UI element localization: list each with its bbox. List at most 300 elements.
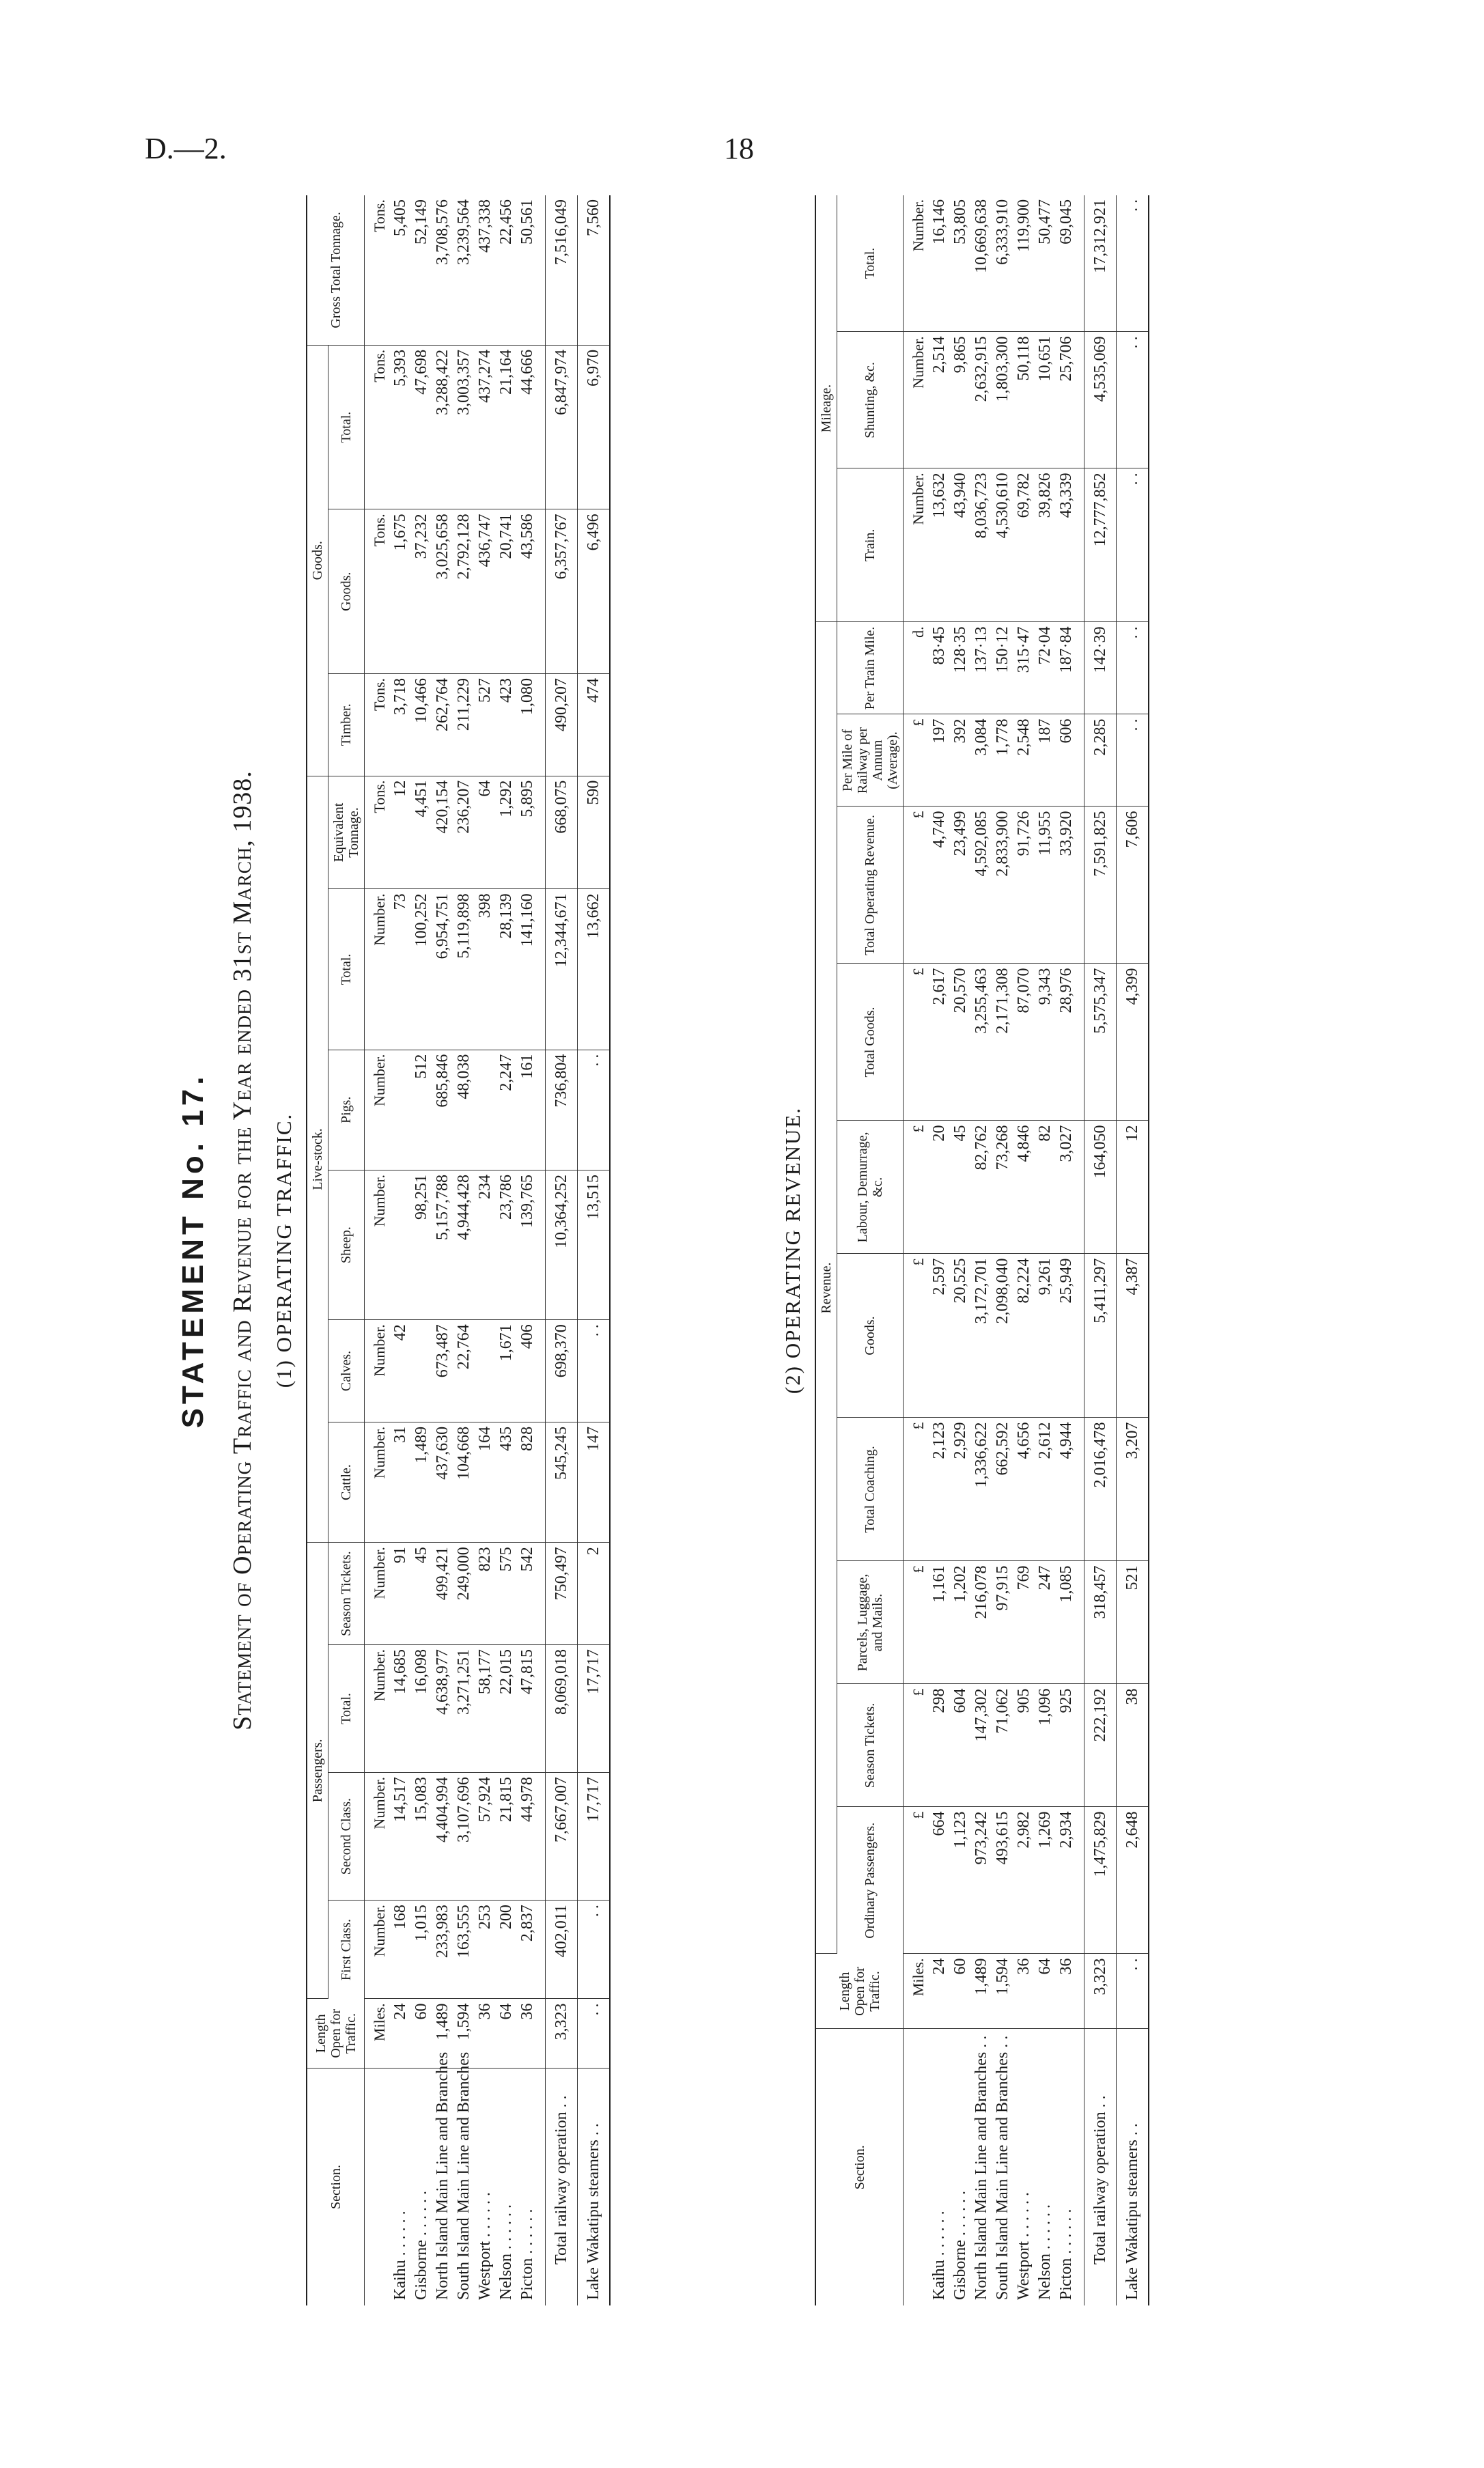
value-cell: 10,651 xyxy=(1035,332,1056,468)
value-cell: 905 xyxy=(1013,1684,1035,1807)
value-cell: 512 xyxy=(411,1050,432,1170)
col-cattle: Cattle. xyxy=(328,1422,365,1542)
value-cell: 60 xyxy=(950,1954,971,2029)
value-cell: 91 xyxy=(390,1543,411,1645)
value-cell: 247 xyxy=(1035,1561,1056,1684)
value-cell: 17,717 xyxy=(578,1644,611,1772)
table-row xyxy=(971,195,992,2305)
value-cell: 233,983 xyxy=(432,1901,453,1999)
value-cell: 435 xyxy=(496,1422,517,1542)
value-cell: 4,592,085 xyxy=(971,807,992,964)
section-cell: Kaihu . . . . . . xyxy=(391,2211,409,2300)
value-cell: 7,516,049 xyxy=(546,195,578,345)
value-cell: 7,606 xyxy=(1117,807,1149,964)
col-pigs: Pigs. xyxy=(328,1050,365,1170)
value-cell: . . xyxy=(1117,622,1149,714)
value-cell: 31 xyxy=(390,1422,411,1542)
unit-cell: Number. xyxy=(365,1901,391,1999)
value-cell: 234 xyxy=(475,1170,496,1320)
col-sheep: Sheep. xyxy=(328,1170,365,1320)
statement-title: STATEMENT No. 17. xyxy=(176,1072,210,1429)
value-cell: 16,146 xyxy=(929,195,950,332)
total-row xyxy=(1084,195,1117,2305)
value-cell: 2,612 xyxy=(1035,1418,1056,1561)
section-cell: Nelson . . . . . . xyxy=(1036,2204,1054,2300)
col-length: Length Open for Traffic. xyxy=(307,1999,365,2069)
value-cell: 2,171,308 xyxy=(992,964,1013,1121)
value-cell: 2,597 xyxy=(929,1254,950,1418)
value-cell: 22,456 xyxy=(496,195,517,345)
section-cell: South Island Main Line and Branches . . xyxy=(994,2035,1011,2300)
value-cell: 211,229 xyxy=(453,673,475,776)
value-cell: 147,302 xyxy=(971,1684,992,1807)
value-cell: 2,837 xyxy=(517,1901,546,1999)
unit-cell: £ xyxy=(904,714,929,807)
section-cell: Westport . . . . . . xyxy=(1015,2191,1033,2300)
value-cell: 2,929 xyxy=(950,1418,971,1561)
value-cell: 437,338 xyxy=(475,195,496,345)
rev-col-season: Season Tickets. xyxy=(837,1684,904,1807)
value-cell: 10,669,638 xyxy=(971,195,992,332)
value-cell: 83·45 xyxy=(929,622,950,714)
value-cell xyxy=(411,1320,432,1422)
value-cell: 9,865 xyxy=(950,332,971,468)
value-cell: 25,706 xyxy=(1056,332,1084,468)
value-cell: 36 xyxy=(1013,1954,1035,2029)
section-cell: Total railway operation . . xyxy=(1084,2029,1117,2305)
value-cell: 71,062 xyxy=(992,1684,1013,1807)
value-cell: 187·84 xyxy=(1056,622,1084,714)
value-cell: 36 xyxy=(517,1999,546,2069)
rotated-page-content xyxy=(142,195,1371,2305)
value-cell: 50,477 xyxy=(1035,195,1056,332)
unit-cell: Number. xyxy=(904,332,929,468)
value-cell: 23,499 xyxy=(950,807,971,964)
unit-cell: Tons. xyxy=(365,673,391,776)
value-cell: 64 xyxy=(496,1999,517,2069)
value-cell: 6,954,751 xyxy=(432,889,453,1050)
value-cell: . . xyxy=(1117,1954,1149,2029)
value-cell: 168 xyxy=(390,1901,411,1999)
value-cell: 39,826 xyxy=(1035,468,1056,622)
value-cell: 1,269 xyxy=(1035,1807,1056,1954)
value-cell: 2,514 xyxy=(929,332,950,468)
rev-col-coaching: Total Coaching. xyxy=(837,1418,904,1561)
section-cell: Gisborne . . . . . . xyxy=(412,2191,430,2300)
value-cell: 2,648 xyxy=(1117,1807,1149,1954)
value-cell: 25,949 xyxy=(1056,1254,1084,1418)
value-cell: 253 xyxy=(475,1901,496,1999)
value-cell: 673,487 xyxy=(432,1320,453,1422)
col-goods: Goods. xyxy=(328,509,365,674)
value-cell: 664 xyxy=(929,1807,950,1954)
value-cell: 47,698 xyxy=(411,345,432,509)
value-cell: 200 xyxy=(496,1901,517,1999)
col-calves: Calves. xyxy=(328,1320,365,1422)
value-cell: 60 xyxy=(411,1999,432,2069)
units-row xyxy=(365,195,391,2305)
value-cell: 4,530,610 xyxy=(992,468,1013,622)
value-cell: 4,846 xyxy=(1013,1121,1035,1254)
value-cell: 43,339 xyxy=(1056,468,1084,622)
value-cell: 216,078 xyxy=(971,1561,992,1684)
value-cell: 12,777,852 xyxy=(1084,468,1117,622)
unit-cell: Number. xyxy=(365,1422,391,1542)
revenue-body xyxy=(904,195,1149,2305)
unit-cell: Number. xyxy=(365,1644,391,1772)
unit-cell: £ xyxy=(904,964,929,1121)
value-cell: 222,192 xyxy=(1084,1684,1117,1807)
value-cell: 141,160 xyxy=(517,889,546,1050)
table-row xyxy=(992,195,1013,2305)
section-cell: Gisborne . . . . . . xyxy=(951,2191,969,2300)
value-cell: 1,080 xyxy=(517,673,546,776)
revenue-section-title: (2) OPERATING REVENUE. xyxy=(781,1106,804,1394)
value-cell: 750,497 xyxy=(546,1543,578,1645)
value-cell: 20,570 xyxy=(950,964,971,1121)
value-cell: 2,123 xyxy=(929,1418,950,1561)
value-cell: 119,900 xyxy=(1013,195,1035,332)
total-row xyxy=(546,195,578,2305)
value-cell: . . xyxy=(1117,468,1149,622)
value-cell: 17,717 xyxy=(578,1773,611,1901)
value-cell: 4,387 xyxy=(1117,1254,1149,1418)
rev-col-section: Section. xyxy=(815,2029,904,2305)
value-cell: 3,207 xyxy=(1117,1418,1149,1561)
value-cell: 2,285 xyxy=(1084,714,1117,807)
value-cell: 2,098,040 xyxy=(992,1254,1013,1418)
value-cell: 5,405 xyxy=(390,195,411,345)
value-cell xyxy=(390,1050,411,1170)
unit-cell: Number. xyxy=(365,1543,391,1645)
group-mileage: Mileage. xyxy=(815,195,837,622)
value-cell: 82,762 xyxy=(971,1121,992,1254)
value-cell: 164 xyxy=(475,1422,496,1542)
value-cell: 420,154 xyxy=(432,776,453,889)
rev-col-shunting: Shunting, &c. xyxy=(837,332,904,468)
value-cell: 87,070 xyxy=(1013,964,1035,1121)
value-cell: 2,632,915 xyxy=(971,332,992,468)
value-cell: 64 xyxy=(1035,1954,1056,2029)
value-cell: 21,815 xyxy=(496,1773,517,1901)
value-cell: 1,475,829 xyxy=(1084,1807,1117,1954)
value-cell: 36 xyxy=(475,1999,496,2069)
table-row xyxy=(496,195,517,2305)
value-cell: 2,247 xyxy=(496,1050,517,1170)
col-pass-total: Total. xyxy=(328,1644,365,1772)
value-cell: 925 xyxy=(1056,1684,1084,1807)
value-cell: 3,025,658 xyxy=(432,509,453,674)
group-passengers: Passengers. xyxy=(307,1543,328,1999)
value-cell: 575 xyxy=(496,1543,517,1645)
value-cell: 82 xyxy=(1035,1121,1056,1254)
table-row xyxy=(1013,195,1035,2305)
value-cell: 7,560 xyxy=(578,195,611,345)
value-cell: 43,586 xyxy=(517,509,546,674)
value-cell: 139,765 xyxy=(517,1170,546,1320)
value-cell: 52,149 xyxy=(411,195,432,345)
unit-cell: £ xyxy=(904,1561,929,1684)
traffic-section-title: (1) OPERATING TRAFFIC. xyxy=(272,1112,296,1388)
value-cell: 736,804 xyxy=(546,1050,578,1170)
value-cell: 2,833,900 xyxy=(992,807,1013,964)
value-cell: 298 xyxy=(929,1684,950,1807)
unit-cell: £ xyxy=(904,807,929,964)
value-cell: 3,172,701 xyxy=(971,1254,992,1418)
value-cell: 9,343 xyxy=(1035,964,1056,1121)
lake-wakatipu-row xyxy=(578,195,611,2305)
value-cell: 828 xyxy=(517,1422,546,1542)
value-cell: 5,575,347 xyxy=(1084,964,1117,1121)
col-timber: Timber. xyxy=(328,673,365,776)
value-cell: 1,161 xyxy=(929,1561,950,1684)
value-cell: 3,107,696 xyxy=(453,1773,475,1901)
value-cell: 24 xyxy=(390,1999,411,2069)
value-cell: 685,846 xyxy=(432,1050,453,1170)
value-cell: 72·04 xyxy=(1035,622,1056,714)
value-cell: 1,202 xyxy=(950,1561,971,1684)
value-cell: 1,803,300 xyxy=(992,332,1013,468)
rev-col-total-goods: Total Goods. xyxy=(837,964,904,1121)
value-cell: 4,740 xyxy=(929,807,950,964)
value-cell: 16,098 xyxy=(411,1644,432,1772)
table-row xyxy=(475,195,496,2305)
value-cell: 402,011 xyxy=(546,1901,578,1999)
value-cell: 249,000 xyxy=(453,1543,475,1645)
value-cell: 163,555 xyxy=(453,1901,475,1999)
value-cell: 1,671 xyxy=(496,1320,517,1422)
col-first-class: First Class. xyxy=(328,1901,365,1999)
units-row xyxy=(904,195,929,2305)
value-cell: 236,207 xyxy=(453,776,475,889)
col-season: Season Tickets. xyxy=(328,1543,365,1645)
value-cell: 3,239,564 xyxy=(453,195,475,345)
unit-cell: Tons. xyxy=(365,509,391,674)
section-cell: Kaihu . . . . . . xyxy=(930,2211,948,2300)
value-cell: 499,421 xyxy=(432,1543,453,1645)
group-revenue: Revenue. xyxy=(815,622,837,1954)
value-cell: 197 xyxy=(929,714,950,807)
value-cell: 73,268 xyxy=(992,1121,1013,1254)
value-cell: . . xyxy=(578,1050,611,1170)
value-cell: 3,288,422 xyxy=(432,345,453,509)
value-cell: 8,036,723 xyxy=(971,468,992,622)
value-cell: 4,638,977 xyxy=(432,1644,453,1772)
table-row xyxy=(390,195,411,2305)
value-cell: 437,630 xyxy=(432,1422,453,1542)
value-cell: 38 xyxy=(1117,1684,1149,1807)
value-cell: 42 xyxy=(390,1320,411,1422)
value-cell: 104,668 xyxy=(453,1422,475,1542)
traffic-table xyxy=(306,195,611,2305)
value-cell: 5,895 xyxy=(517,776,546,889)
value-cell: 64 xyxy=(475,776,496,889)
value-cell: 2,617 xyxy=(929,964,950,1121)
value-cell: 1,292 xyxy=(496,776,517,889)
section-cell: Picton . . . . . . xyxy=(518,2208,536,2300)
value-cell: 1,489 xyxy=(411,1422,432,1542)
value-cell: 23,786 xyxy=(496,1170,517,1320)
unit-cell: Number. xyxy=(365,889,391,1050)
value-cell xyxy=(390,1170,411,1320)
value-cell: 43,940 xyxy=(950,468,971,622)
table-row xyxy=(453,195,475,2305)
value-cell: 142·39 xyxy=(1084,622,1117,714)
value-cell: 4,656 xyxy=(1013,1418,1035,1561)
value-cell: 10,364,252 xyxy=(546,1170,578,1320)
section-cell: Lake Wakatipu steamers . . xyxy=(1117,2029,1149,2305)
section-cell: Total railway operation . . xyxy=(546,2069,578,2305)
value-cell: 436,747 xyxy=(475,509,496,674)
value-cell: 2,792,128 xyxy=(453,509,475,674)
value-cell: 1,594 xyxy=(453,1999,475,2069)
value-cell: 493,615 xyxy=(992,1807,1013,1954)
value-cell: 1,594 xyxy=(992,1954,1013,2029)
units-blank-cell xyxy=(904,2029,929,2305)
section-cell: South Island Main Line and Branches xyxy=(455,2051,473,2300)
value-cell: 437,274 xyxy=(475,345,496,509)
unit-cell: Miles. xyxy=(904,1954,929,2029)
value-cell: 17,312,921 xyxy=(1084,195,1117,332)
value-cell: 2,934 xyxy=(1056,1807,1084,1954)
value-cell: 2 xyxy=(578,1543,611,1645)
table-row xyxy=(1035,195,1056,2305)
traffic-body xyxy=(365,195,611,2305)
value-cell: 161 xyxy=(517,1050,546,1170)
value-cell: 1,015 xyxy=(411,1901,432,1999)
value-cell: 44,666 xyxy=(517,345,546,509)
value-cell: . . xyxy=(578,1901,611,1999)
value-cell: 13,632 xyxy=(929,468,950,622)
rev-col-goods: Goods. xyxy=(837,1254,904,1418)
value-cell: 1,123 xyxy=(950,1807,971,1954)
unit-cell: £ xyxy=(904,1254,929,1418)
value-cell: 973,242 xyxy=(971,1807,992,1954)
value-cell: 2,016,478 xyxy=(1084,1418,1117,1561)
value-cell: 1,489 xyxy=(971,1954,992,2029)
value-cell: 45 xyxy=(950,1121,971,1254)
group-livestock: Live-stock. xyxy=(307,776,328,1543)
value-cell: 28,976 xyxy=(1056,964,1084,1121)
section-cell: Nelson . . . . . . xyxy=(497,2204,515,2300)
value-cell: 3,718 xyxy=(390,673,411,776)
rev-col-parcels: Parcels, Luggage, and Mails. xyxy=(837,1561,904,1684)
value-cell xyxy=(475,1320,496,1422)
unit-cell: Miles. xyxy=(365,1999,391,2069)
value-cell: 698,370 xyxy=(546,1320,578,1422)
value-cell: 6,847,974 xyxy=(546,345,578,509)
value-cell: 8,069,018 xyxy=(546,1644,578,1772)
value-cell: 398 xyxy=(475,889,496,1050)
value-cell: 48,038 xyxy=(453,1050,475,1170)
value-cell: 12 xyxy=(1117,1121,1149,1254)
value-cell: 6,333,910 xyxy=(992,195,1013,332)
value-cell: 542 xyxy=(517,1543,546,1645)
value-cell: 13,662 xyxy=(578,889,611,1050)
value-cell: 73 xyxy=(390,889,411,1050)
value-cell: 9,261 xyxy=(1035,1254,1056,1418)
value-cell: 521 xyxy=(1117,1561,1149,1684)
value-cell: 22,764 xyxy=(453,1320,475,1422)
value-cell: 14,685 xyxy=(390,1644,411,1772)
col-equiv: Equivalent Tonnage. xyxy=(328,776,365,889)
value-cell: 58,177 xyxy=(475,1644,496,1772)
value-cell: 97,915 xyxy=(992,1561,1013,1684)
value-cell: 3,708,576 xyxy=(432,195,453,345)
value-cell: 4,399 xyxy=(1117,964,1149,1121)
value-cell: 12 xyxy=(390,776,411,889)
value-cell: 527 xyxy=(475,673,496,776)
units-blank-cell xyxy=(365,2069,391,2305)
section-cell: Westport . . . . . . xyxy=(476,2191,494,2300)
value-cell: 262,764 xyxy=(432,673,453,776)
value-cell: 662,592 xyxy=(992,1418,1013,1561)
value-cell: 53,805 xyxy=(950,195,971,332)
value-cell: 668,075 xyxy=(546,776,578,889)
unit-cell: Tons. xyxy=(365,776,391,889)
value-cell: 606 xyxy=(1056,714,1084,807)
value-cell: 14,517 xyxy=(390,1773,411,1901)
rev-col-length: Length Open for Traffic. xyxy=(815,1954,904,2029)
value-cell: 69,045 xyxy=(1056,195,1084,332)
value-cell: 3,003,357 xyxy=(453,345,475,509)
rev-col-per-train-mile: Per Train Mile. xyxy=(837,622,904,714)
document-id: D.—2. xyxy=(145,132,227,165)
unit-cell: d. xyxy=(904,622,929,714)
value-cell: 4,944,428 xyxy=(453,1170,475,1320)
col-goods-total: Total. xyxy=(328,345,365,509)
value-cell: 3,027 xyxy=(1056,1121,1084,1254)
section-cell: Lake Wakatipu steamers . . xyxy=(578,2069,611,2305)
unit-cell: £ xyxy=(904,1807,929,1954)
table-row xyxy=(1056,195,1084,2305)
value-cell: 318,457 xyxy=(1084,1561,1117,1684)
table-row xyxy=(411,195,432,2305)
value-cell: 4,451 xyxy=(411,776,432,889)
table-row xyxy=(929,195,950,2305)
col-section: Section. xyxy=(307,2069,365,2305)
section-cell: Picton . . . . . . xyxy=(1057,2208,1075,2300)
value-cell: . . xyxy=(578,1320,611,1422)
value-cell: 423 xyxy=(496,673,517,776)
value-cell: . . xyxy=(1117,714,1149,807)
value-cell: 604 xyxy=(950,1684,971,1807)
value-cell: 315·47 xyxy=(1013,622,1035,714)
revenue-table xyxy=(815,195,1149,2305)
value-cell: 11,955 xyxy=(1035,807,1056,964)
value-cell: 57,924 xyxy=(475,1773,496,1901)
unit-cell: Number. xyxy=(904,468,929,622)
value-cell: 69,782 xyxy=(1013,468,1035,622)
section-cell: North Island Main Line and Branches . . xyxy=(972,2035,990,2300)
value-cell: 5,119,898 xyxy=(453,889,475,1050)
value-cell: 147 xyxy=(578,1422,611,1542)
value-cell: 474 xyxy=(578,673,611,776)
value-cell: 37,232 xyxy=(411,509,432,674)
value-cell: 823 xyxy=(475,1543,496,1645)
value-cell: 2,548 xyxy=(1013,714,1035,807)
value-cell: 33,920 xyxy=(1056,807,1084,964)
value-cell: 45 xyxy=(411,1543,432,1645)
rev-col-train: Train. xyxy=(837,468,904,622)
unit-cell: Number. xyxy=(365,1050,391,1170)
unit-cell: £ xyxy=(904,1418,929,1561)
col-ls-total: Total. xyxy=(328,889,365,1050)
unit-cell: Tons. xyxy=(365,345,391,509)
value-cell: 7,591,825 xyxy=(1084,807,1117,964)
value-cell: 1,778 xyxy=(992,714,1013,807)
value-cell: 3,271,251 xyxy=(453,1644,475,1772)
